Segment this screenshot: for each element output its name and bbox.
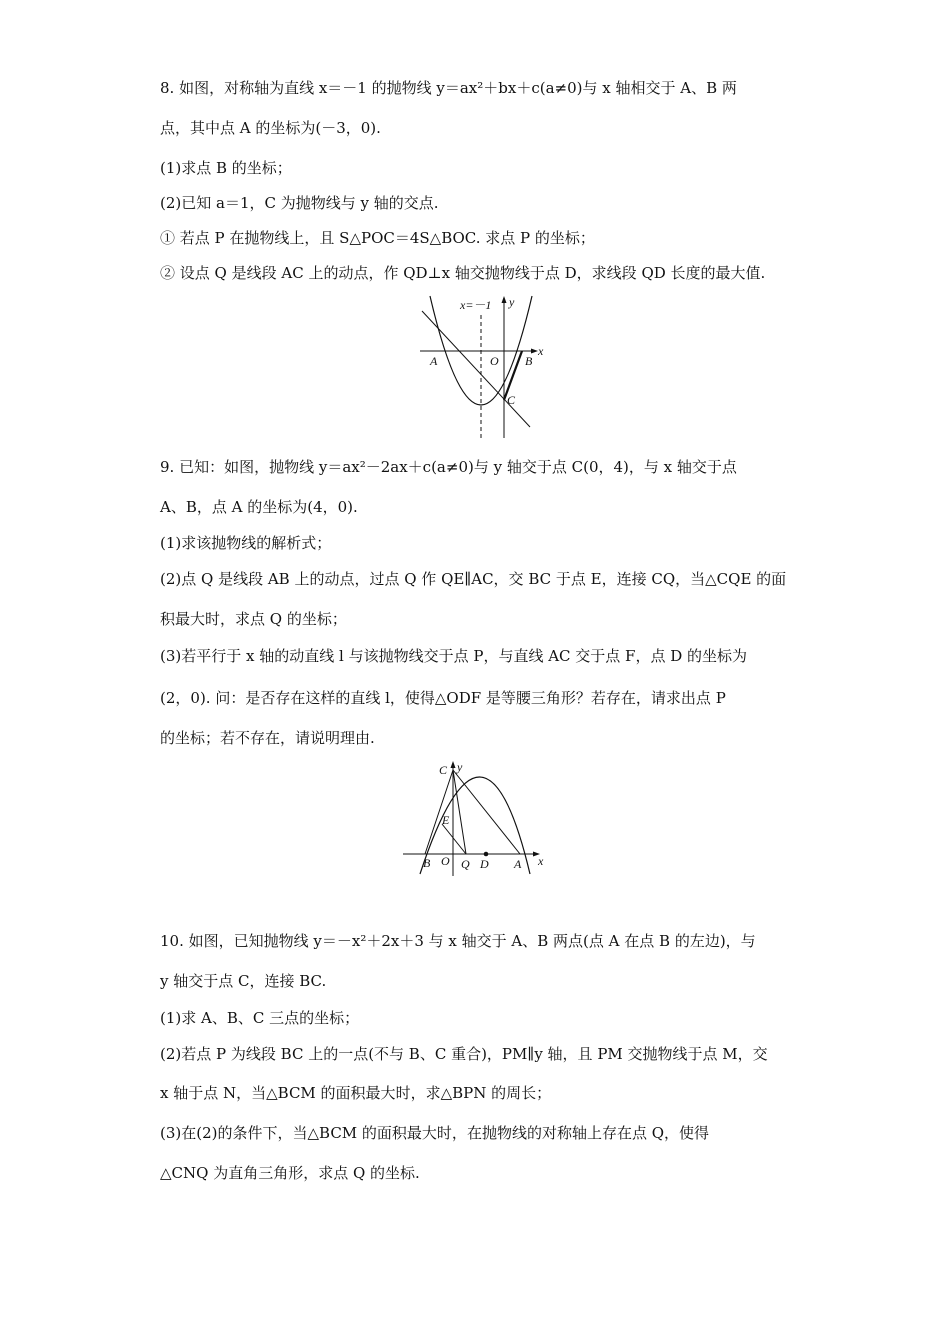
p8-line-6: ② 设点 Q 是线段 AC 上的动点，作 QD⊥x 轴交抛物线于点 D，求线段 QD 长度的最大值. — [160, 264, 766, 282]
p8-line-3: (1)求点 B 的坐标； — [160, 159, 292, 177]
p10-line-1: 10. 如图，已知抛物线 y＝－x²＋2x＋3 与 x 轴交于 A、B 两点(点 A 在点 B 的左边)，与 — [160, 932, 756, 950]
p10-line-7: △CNQ 为直角三角形，求点 Q 的坐标. — [160, 1164, 420, 1182]
p9-line-8: 的坐标；若不存在，请说明理由. — [160, 729, 375, 747]
p8-label-a: A — [430, 354, 438, 368]
p9-line-ca — [453, 770, 520, 854]
p10-line-2: y 轴交于点 C，连接 BC. — [160, 972, 327, 990]
p10-line-6: (3)在(2)的条件下，当△BCM 的面积最大时，在抛物线的对称轴上存在点 Q，使得 — [160, 1124, 710, 1142]
p8-line-1: 8. 如图，对称轴为直线 x＝－1 的抛物线 y＝ax²＋bx＋c(a≠0)与 x 轴相交于 A、B 两 — [160, 79, 737, 97]
p10-line-3: (1)求 A、B、C 三点的坐标； — [160, 1009, 360, 1027]
p8-y-arrow — [502, 296, 507, 303]
p9-label-b: B — [423, 856, 431, 870]
p9-line-cq — [453, 770, 466, 854]
p9-label-c: C — [439, 763, 448, 777]
p9-y-arrow — [451, 761, 456, 768]
p8-line-2: 点，其中点 A 的坐标为(－3，0). — [160, 119, 381, 137]
p9-line-4: (2)点 Q 是线段 AB 上的动点，过点 Q 作 QE∥AC，交 BC 于点 E，连接 CQ，当△CQE 的面 — [160, 570, 787, 588]
p9-figure — [398, 758, 550, 878]
p9-label-q: Q — [461, 857, 470, 871]
p9-label-a: A — [514, 857, 522, 871]
p9-label-x: x — [538, 854, 544, 868]
p8-line-5: ① 若点 P 在抛物线上，且 S△POC＝4S△BOC. 求点 P 的坐标； — [160, 229, 595, 247]
p8-label-axis-line: x=－1 — [460, 298, 492, 312]
p8-label-x: x — [538, 344, 544, 358]
p8-figure — [410, 293, 560, 443]
p9-line-1: 9. 已知：如图，抛物线 y＝ax²－2ax＋c(a≠0)与 y 轴交于点 C(0，4)，与 x 轴交于点 — [160, 458, 737, 476]
p9-label-e: E — [442, 813, 450, 827]
p9-label-y: y — [457, 760, 463, 774]
p8-label-b: B — [525, 354, 533, 368]
p9-line-3: (1)求该抛物线的解析式； — [160, 534, 332, 552]
p9-line-cb — [425, 770, 453, 854]
p8-line-ac — [422, 311, 530, 427]
p10-line-4: (2)若点 P 为线段 BC 上的一点(不与 B、C 重合)，PM∥y 轴，且 PM 交抛物线于点 M，交 — [160, 1045, 768, 1063]
p10-line-5: x 轴于点 N，当△BCM 的面积最大时，求△BPN 的周长； — [160, 1084, 552, 1102]
p8-label-o: O — [490, 354, 499, 368]
p8-label-c: C — [507, 393, 516, 407]
p8-x-arrow — [531, 349, 538, 354]
p8-label-y: y — [509, 295, 515, 309]
p9-point-d — [484, 852, 489, 857]
p9-line-2: A、B，点 A 的坐标为(4，0). — [160, 498, 358, 516]
p9-label-d: D — [480, 857, 489, 871]
p9-label-o: O — [441, 854, 450, 868]
p8-line-4: (2)已知 a＝1，C 为抛物线与 y 轴的交点. — [160, 194, 439, 212]
p9-line-6: (3)若平行于 x 轴的动直线 l 与该抛物线交于点 P，与直线 AC 交于点 F，点 D 的坐标为 — [160, 647, 748, 665]
p9-line-7: (2，0). 问：是否存在这样的直线 l，使得△ODF 是等腰三角形？若存在，请求出点 P — [160, 689, 726, 707]
p9-line-5: 积最大时，求点 Q 的坐标； — [160, 610, 347, 628]
